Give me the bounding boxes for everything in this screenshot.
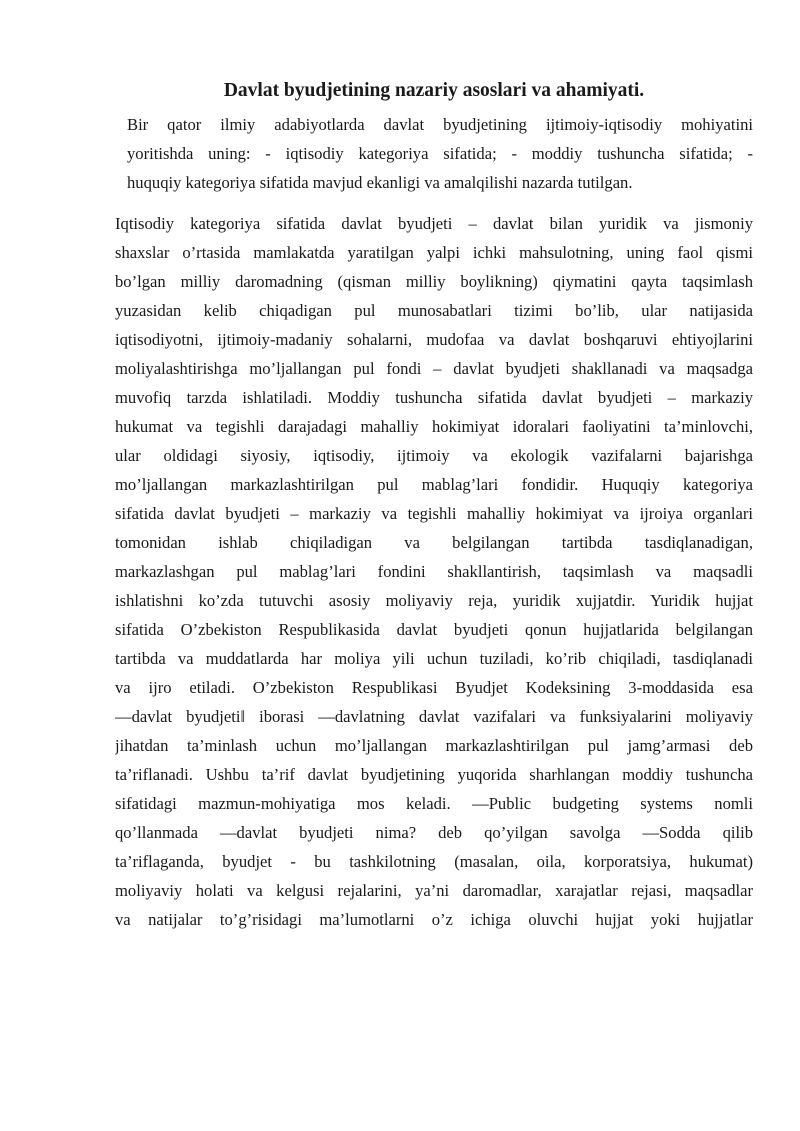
intro-paragraph	[115, 110, 753, 197]
text-line: yuzasidan kelib chiqadigan pul munosabatlari tizimi bo’lib, ular natijasida	[115, 301, 753, 320]
text-line: moliyaviy holati va kelgusi rejalarini, ya’ni daromadlar, xarajatlar rejasi, maqsadlar	[115, 881, 753, 900]
text-line: sifatidagi mazmun-mohiyatiga mos keladi. ―Public budgeting systems nomli	[115, 794, 753, 813]
document-title: Davlat byudjetining nazariy asoslari va ahamiyati.	[223, 80, 645, 101]
text-line: tartibda va muddatlarda har moliya yili uchun tuziladi, ko’rib chiqiladi, tasdiqlanadi	[115, 649, 753, 668]
text-line: ta’riflanadi. Ushbu ta’rif davlat byudjetining yuqorida sharhlangan moddiy tushuncha	[115, 765, 753, 784]
text-line: moliyalashtirishga mo’ljallangan pul fondi – davlat byudjeti shakllanadi va maqsadga	[115, 359, 753, 378]
text-line: Iqtisodiy kategoriya sifatida davlat byudjeti – davlat bilan yuridik va jismoniy	[115, 214, 753, 233]
text-line: markazlashgan pul mablag’lari fondini shakllantirish, taqsimlash va maqsadli	[115, 562, 753, 581]
text-line: iqtisodiyotni, ijtimoiy-madaniy sohalarni, mudofaa va davlat boshqaruvi ehtiyojlarini	[115, 330, 753, 349]
text-line: ishlatishni ko’zda tutuvchi asosiy moliyaviy reja, yuridik xujjatdir. Yuridik hujjat	[115, 591, 753, 610]
text-line: mo’ljallangan markazlashtirilgan pul mablag’lari fondidir. Huquqiy kategoriya	[115, 475, 753, 494]
text-line: Bir qator ilmiy adabiyotlarda davlat byudjetining ijtimoiy-iqtisodiy mohiyatini	[127, 115, 753, 134]
text-line: sifatida davlat byudjeti – markaziy va tegishli mahalliy hokimiyat va ijroiya organlari	[115, 504, 753, 523]
text-line: qo’llanmada ―davlat byudjeti nima? deb qo’yilgan savolga ―Sodda qilib	[115, 823, 753, 842]
text-line: huquqiy kategoriya sifatida mavjud ekanligi va amalqilishi nazarda tutilgan.	[127, 173, 633, 192]
text-line: hukumat va tegishli darajadagi mahalliy hokimiyat idoralari faoliyatini ta’minlovchi,	[115, 417, 753, 436]
body-paragraph	[115, 209, 753, 934]
text-line: jihatdan ta’minlash uchun mo’ljallangan markazlashtirilgan pul jamg’armasi deb	[115, 736, 753, 755]
document-page	[115, 78, 753, 934]
text-line: bo’lgan milliy daromadning (qisman milliy boylikning) qiymatini qayta taqsimlash	[115, 272, 753, 291]
text-line: ―davlat byudjeti‖ iborasi ―davlatning davlat vazifalari va funksiyalarini moliyaviy	[115, 707, 753, 726]
text-line: va ijro etiladi. O’zbekiston Respublikasi Byudjet Kodeksining 3-moddasida esa	[115, 678, 753, 697]
text-line: va natijalar to’g’risidagi ma’lumotlarni o’z ichiga oluvchi hujjat yoki hujjatlar	[115, 910, 753, 929]
text-line: sifatida O’zbekiston Respublikasida davlat byudjeti qonun hujjatlarida belgilangan	[115, 620, 753, 639]
text-line: yoritishda uning: - iqtisodiy kategoriya sifatida; - moddiy tushuncha sifatida; -	[127, 144, 753, 163]
text-line: muvofiq tarzda ishlatiladi. Moddiy tushuncha sifatida davlat byudjeti – markaziy	[115, 388, 753, 407]
text-line: ular oldidagi siyosiy, iqtisodiy, ijtimoiy va ekologik vazifalarni bajarishga	[115, 446, 753, 465]
text-line: ta’riflaganda, byudjet - bu tashkilotning (masalan, oila, korporatsiya, hukumat)	[115, 852, 753, 871]
text-line: tomonidan ishlab chiqiladigan va belgilangan tartibda tasdiqlanadigan,	[115, 533, 753, 552]
text-line: shaxslar o’rtasida mamlakatda yaratilgan yalpi ichki mahsulotning, uning faol qismi	[115, 243, 753, 262]
